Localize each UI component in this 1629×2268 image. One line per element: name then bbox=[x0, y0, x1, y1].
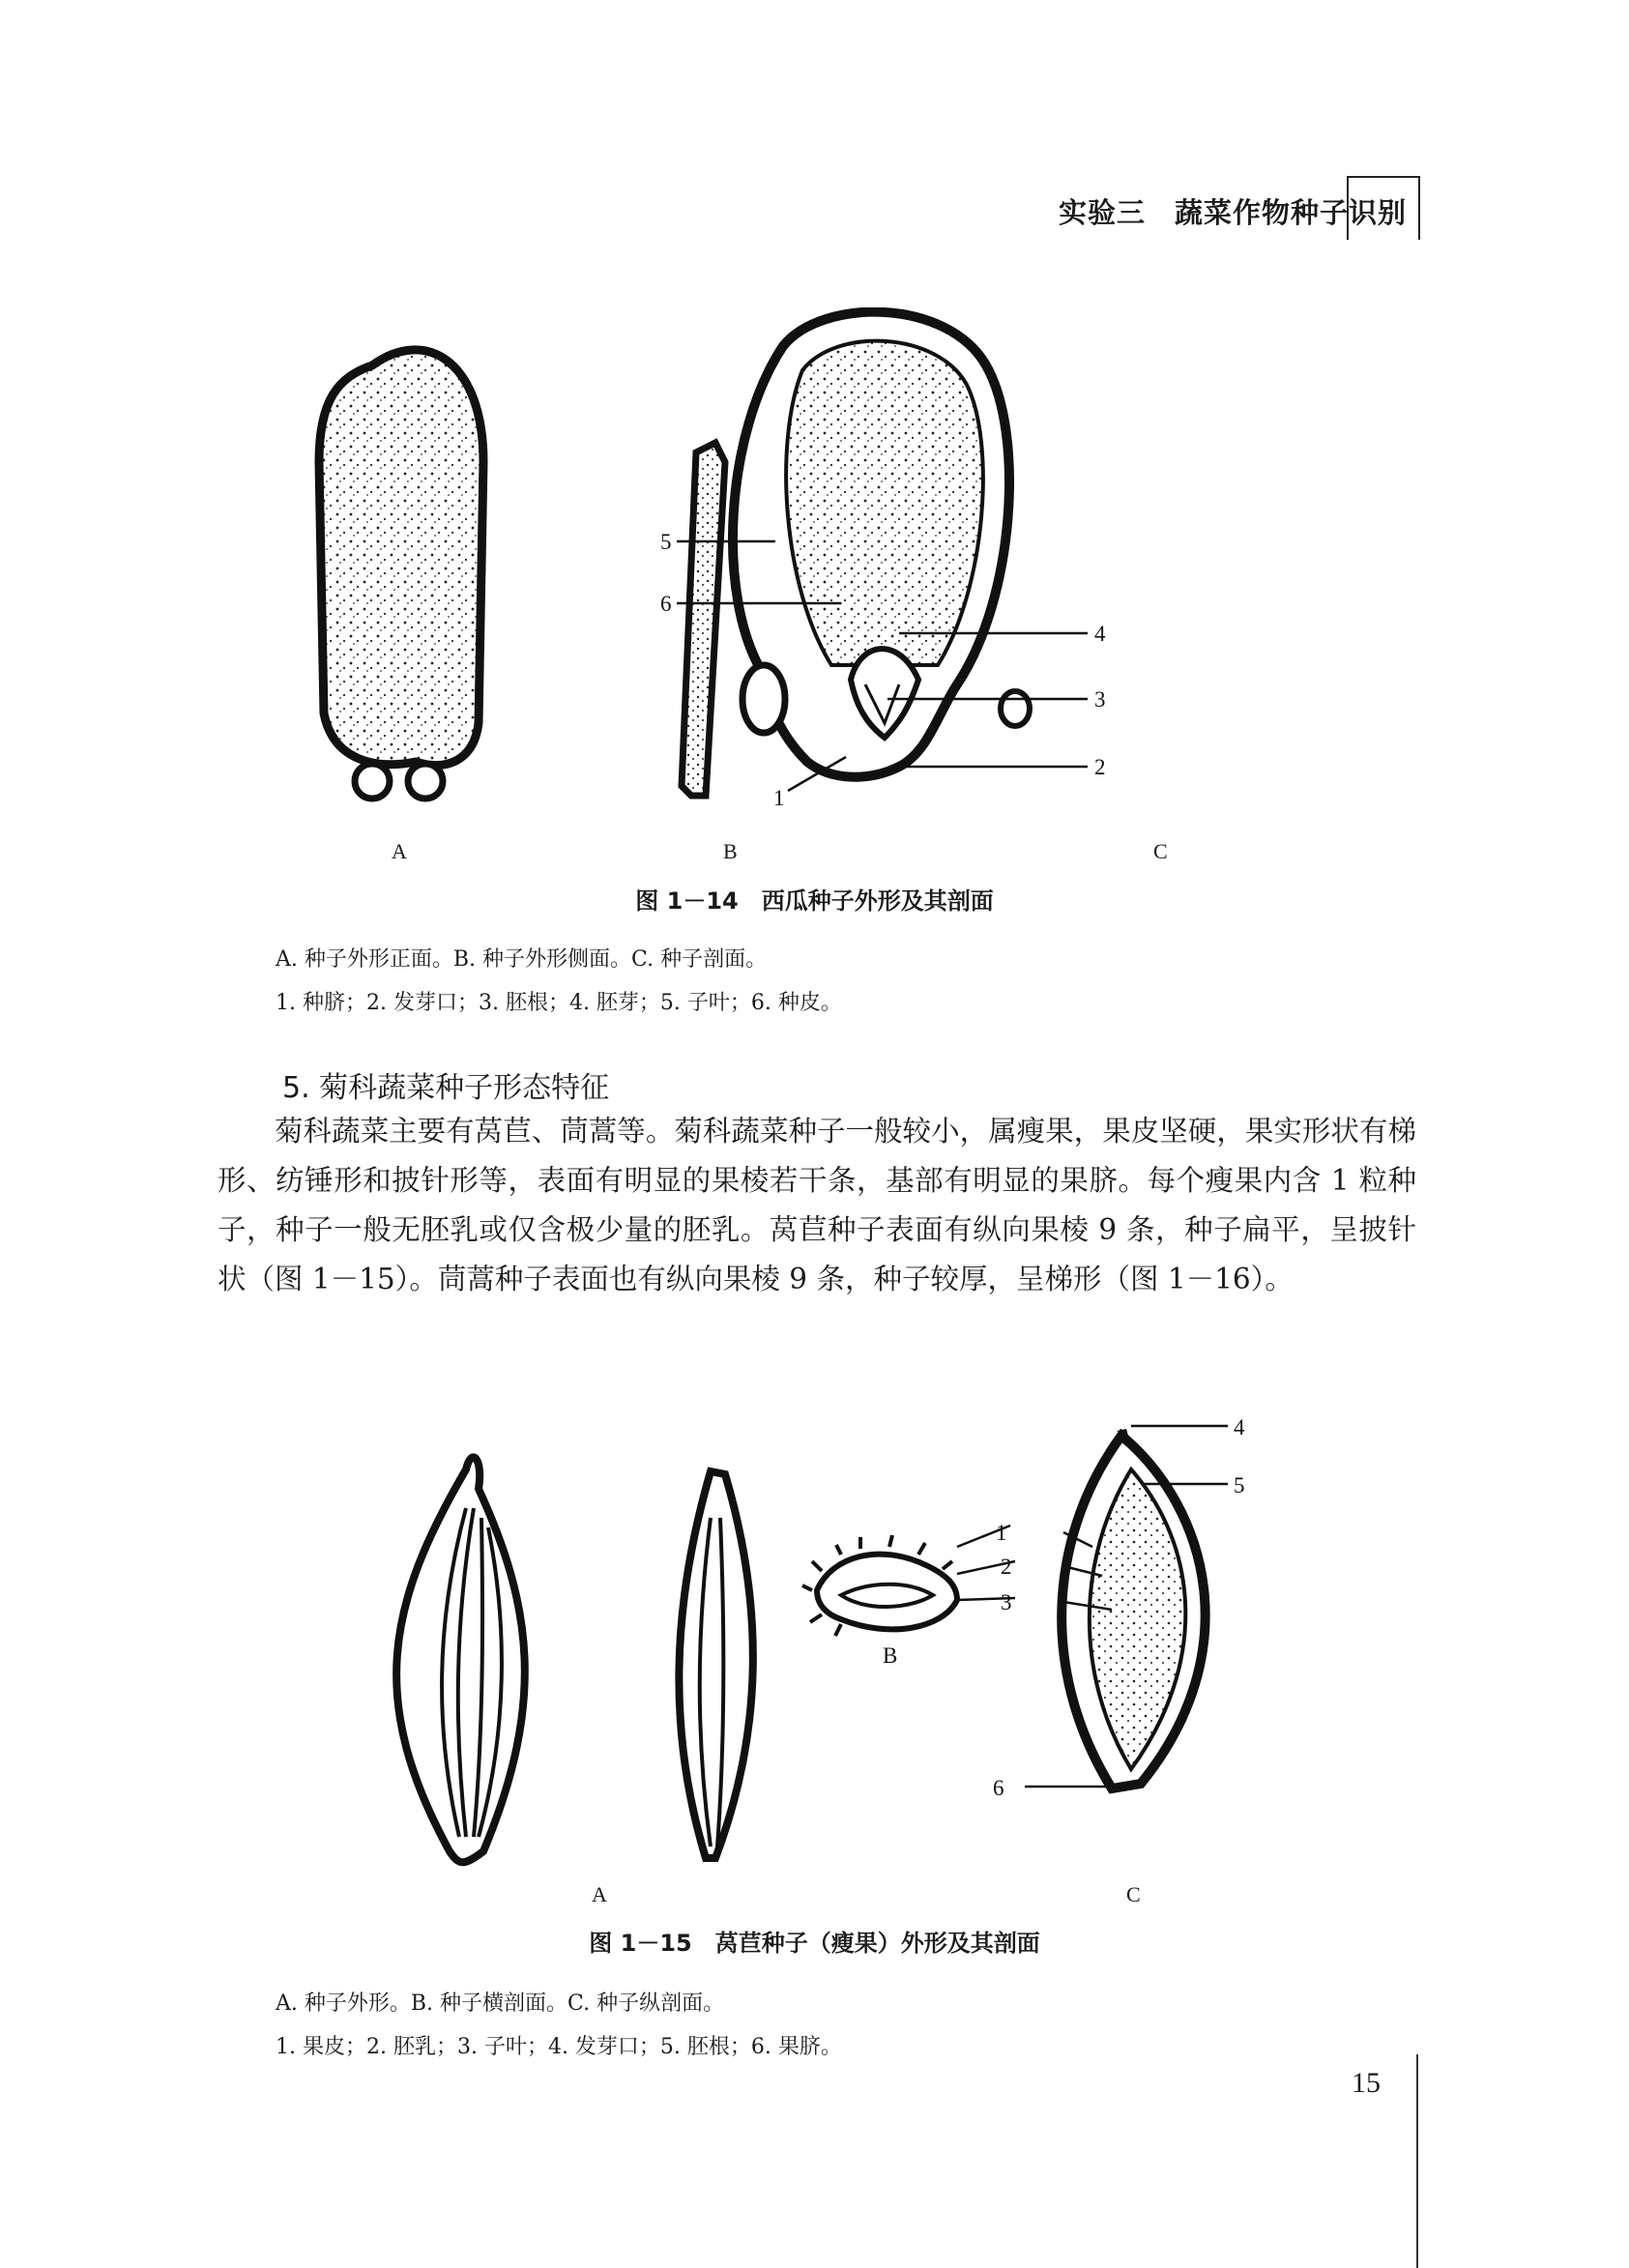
fig15-part-5-label: 5 bbox=[1234, 1473, 1245, 1497]
section-5-body bbox=[218, 1107, 1416, 1304]
figure-1-15-caption: 图 1－15 莴苣种子（瘦果）外形及其剖面 bbox=[589, 1930, 1040, 1957]
fig14-panel-b-label: B bbox=[723, 839, 738, 863]
fig14-part-5-label: 5 bbox=[660, 530, 672, 554]
fig15-part-3-label: 3 bbox=[1001, 1590, 1012, 1614]
fig15-panel-a-label: A bbox=[592, 1882, 607, 1906]
section-5-paragraph: 菊科蔬菜主要有莴苣、茼蒿等。菊科蔬菜种子一般较小，属瘦果，果皮坚硬，果实形状有梯形、纺锤形和披针形等，表面有明显的果棱若干条，基部有明显的果脐。每个瘦果内含 1 粒种子，种子一般无胚乳或仅含极少量的胚乳。莴苣种子表面有纵向果棱 9 条，种子扁平，呈披针状（图 1－15）。茼蒿种子表面也有纵向果棱 9 条，种子较厚，呈梯形（图 1－16）。 bbox=[218, 1115, 1416, 1295]
section-5-title: 5. 菊科蔬菜种子形态特征 bbox=[282, 1071, 610, 1105]
fig15-part-1-label: 1 bbox=[996, 1521, 1007, 1545]
lettuce-seed-cross-section-drawing bbox=[802, 1535, 957, 1636]
fig15-part-4-label: 4 bbox=[1234, 1415, 1245, 1439]
fig14-part-2-label: 2 bbox=[1094, 755, 1106, 779]
lettuce-seed-side-drawing bbox=[679, 1471, 752, 1858]
fig14-part-3-label: 3 bbox=[1094, 687, 1106, 712]
figure-1-15-note-panels: A. 种子外形。B. 种子横剖面。C. 种子纵剖面。 bbox=[276, 1992, 725, 2016]
figure-1-14-note-parts: 1. 种脐；2. 发芽口；3. 胚根；4. 胚芽；5. 子叶；6. 种皮。 bbox=[276, 991, 842, 1015]
watermelon-seed-side-drawing bbox=[682, 443, 725, 796]
fig14-part-4-label: 4 bbox=[1094, 622, 1106, 646]
watermelon-seed-front-drawing bbox=[319, 350, 483, 799]
fig14-panel-a-label: A bbox=[392, 839, 407, 863]
figure-1-14-note-panels: A. 种子外形正面。B. 种子外形侧面。C. 种子剖面。 bbox=[276, 947, 768, 972]
page-number: 15 bbox=[1352, 2067, 1381, 2099]
fig15-part-6-label: 6 bbox=[993, 1776, 1004, 1800]
figure-1-14 bbox=[280, 307, 1363, 849]
figure-1-15-note-parts: 1. 果皮；2. 胚乳；3. 子叶；4. 发芽口；5. 胚根；6. 果脐。 bbox=[276, 2035, 842, 2059]
fig14-part-1-label: 1 bbox=[773, 786, 785, 810]
fig14-panel-c-label: C bbox=[1153, 839, 1168, 863]
figure-1-14-caption: 图 1－14 西瓜种子外形及其剖面 bbox=[635, 887, 994, 915]
fig14-part-6-label: 6 bbox=[660, 592, 672, 616]
lettuce-seed-front-drawing bbox=[396, 1457, 525, 1862]
running-header-title: 实验三 蔬菜作物种子识别 bbox=[1059, 196, 1408, 229]
fig15-part-2-label: 2 bbox=[1001, 1555, 1012, 1579]
page-edge-rule bbox=[1416, 2054, 1418, 2268]
figure-1-15 bbox=[377, 1411, 1276, 1875]
header-frame bbox=[1347, 176, 1420, 240]
fig15-panel-b-label: B bbox=[883, 1643, 898, 1668]
watermelon-seed-section-drawing bbox=[677, 312, 1088, 791]
fig15-panel-c-label: C bbox=[1126, 1882, 1141, 1906]
